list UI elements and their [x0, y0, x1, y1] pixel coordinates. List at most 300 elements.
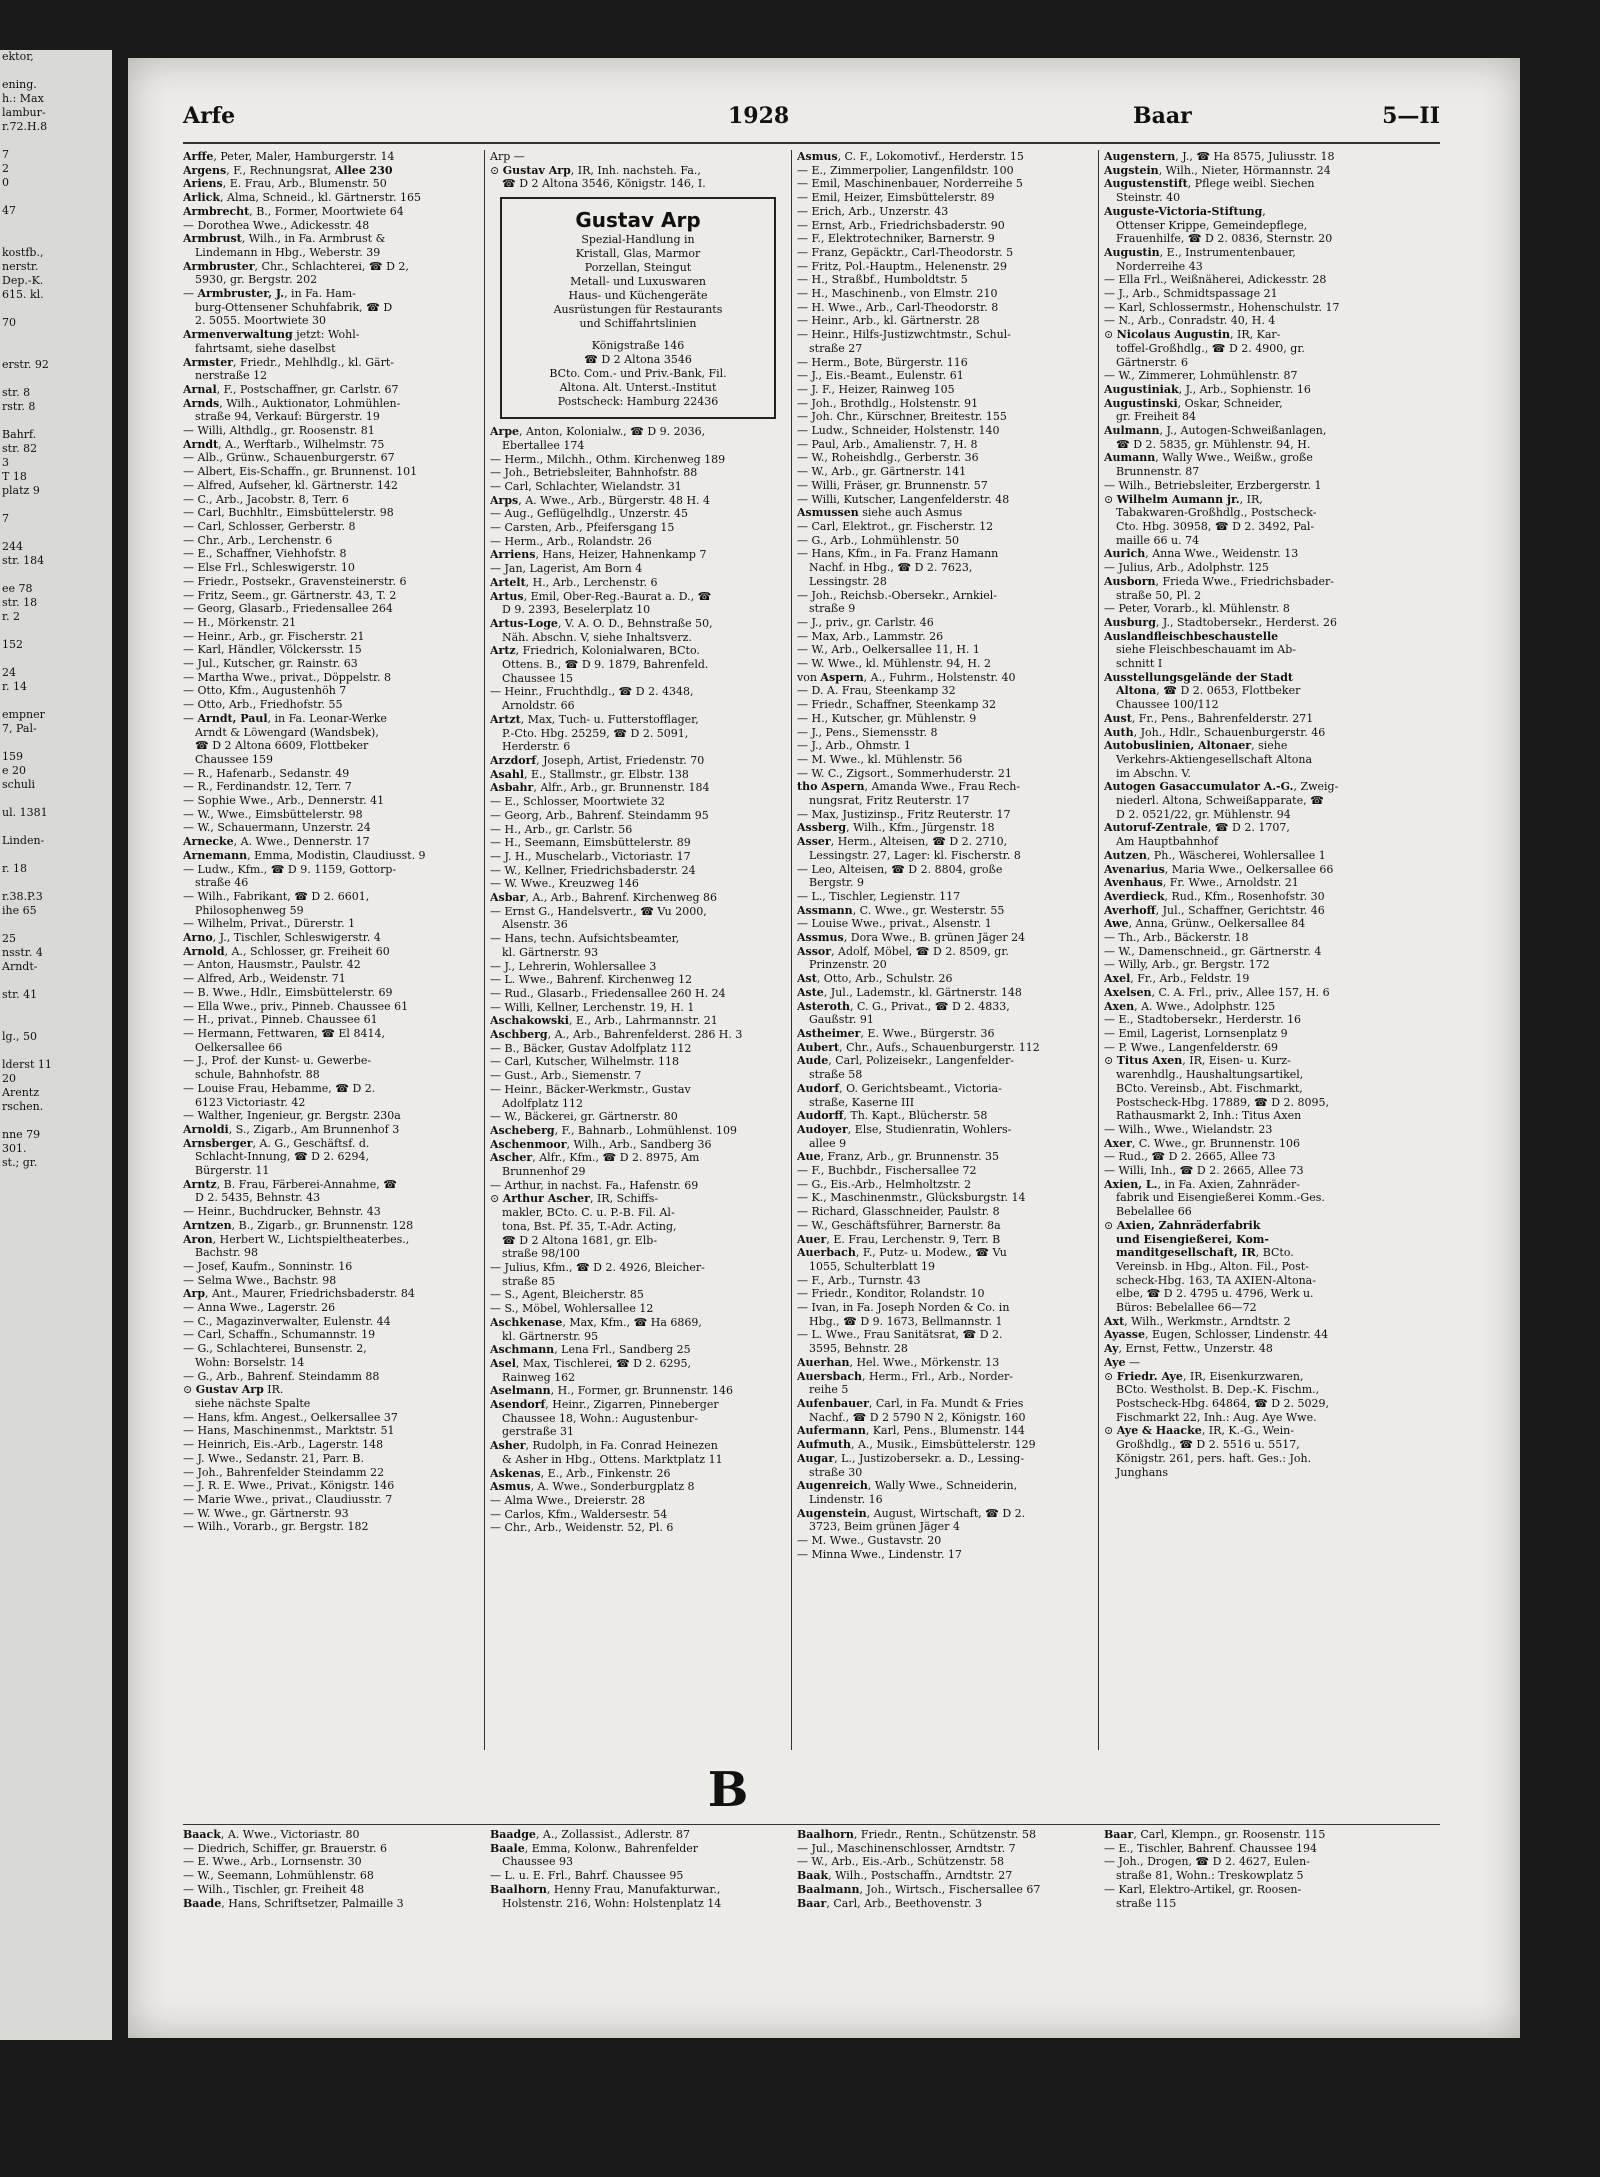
directory-entry: — L. Wwe., Frau Sanitätsrat, ☎ D 2. — [797, 1328, 1003, 1342]
directory-entry: Fischmarkt 22, Inh.: Aug. Aye Wwe. — [1116, 1410, 1317, 1424]
directory-entry: — Max, Justizinsp., Fritz Reuterstr. 17 — [797, 807, 1011, 821]
directory-entry: straße 81, Wohn.: Treskowplatz 5 — [1116, 1869, 1304, 1883]
directory-entry: — Chr., Arb., Weidenstr. 52, Pl. 6 — [490, 1521, 674, 1535]
header-left-keyword: Arfe — [183, 103, 236, 129]
previous-page-fragment: ee 78 — [2, 582, 33, 595]
directory-entry: — Herm., Arb., Rolandstr. 26 — [490, 534, 652, 548]
directory-entry: — Otto, Kfm., Augustenhöh 7 — [183, 684, 347, 698]
directory-entry: Baadge, A., Zollassist., Adlerstr. 87 — [490, 1828, 690, 1841]
directory-entry: Ayasse, Eugen, Schlosser, Lindenstr. 44 — [1104, 1328, 1329, 1342]
previous-page-fragment: 20 — [2, 1072, 16, 1085]
directory-entry: gerstraße 31 — [502, 1425, 575, 1439]
previous-page-fragment: ening. — [2, 78, 37, 91]
directory-entry: Cto. Hbg. 30958, ☎ D 2. 3492, Pal- — [1116, 519, 1315, 533]
directory-entry: — W., Schauermann, Unzerstr. 24 — [183, 821, 371, 835]
directory-entry: — F., Arb., Turnstr. 43 — [797, 1273, 921, 1287]
directory-entry: Altona, ☎ D 2. 0653, Flottbeker — [1116, 684, 1301, 698]
directory-entry: — Friedr., Postsekr., Gravensteinerstr. 6 — [183, 574, 407, 588]
directory-entry: Axelsen, C. A. Frl., priv., Allee 157, H. 6 — [1104, 985, 1330, 999]
previous-page-fragment: 3 — [2, 456, 9, 469]
section-letter: B — [707, 1762, 749, 1818]
previous-page-fragment: 7, Pal- — [2, 722, 37, 735]
directory-entry: Am Hauptbahnhof — [1116, 835, 1219, 849]
directory-entry: — W., Arb., Oelkersallee 11, H. 1 — [797, 643, 980, 657]
directory-entry: — Willi, Fräser, gr. Brunnenstr. 57 — [797, 478, 988, 492]
directory-entry: Augstein, Wilh., Nieter, Hörmannstr. 24 — [1104, 163, 1331, 177]
directory-entry: — R., Ferdinandstr. 12, Terr. 7 — [183, 780, 352, 794]
directory-entry: — Karl, Elektro-Artikel, gr. Roosen- — [1104, 1882, 1302, 1896]
page-header — [183, 103, 1440, 143]
directory-entry: — H., Mörkenstr. 21 — [183, 615, 297, 629]
directory-entry: Norderreihe 43 — [1116, 259, 1203, 273]
directory-entry: Asel, Max, Tischlerei, ☎ D 2. 6295, — [490, 1356, 691, 1370]
directory-entry: — Joh., Drogen, ☎ D 2. 4627, Eulen- — [1104, 1855, 1310, 1869]
directory-entry: — J., priv., gr. Carlstr. 46 — [797, 615, 934, 629]
directory-entry: tho Aspern, Amanda Wwe., Frau Rech- — [797, 780, 1021, 794]
previous-page-fragment — [0, 876, 112, 890]
advertisement-line: BCto. Com.- und Priv.-Bank, Fil. — [549, 367, 727, 381]
directory-entry: — Willi, Kutscher, Langenfelderstr. 48 — [797, 492, 1010, 506]
directory-entry: — Gust., Arb., Siemenstr. 7 — [490, 1069, 642, 1083]
directory-entry: — Erich, Arb., Unzerstr. 43 — [797, 204, 949, 218]
directory-entry: Arriens, Hans, Heizer, Hahnenkamp 7 — [490, 548, 707, 562]
advertisement-line: und Schiffahrtslinien — [579, 317, 697, 331]
directory-entry: Baak, Wilh., Postschaffn., Arndtstr. 27 — [797, 1869, 1013, 1883]
directory-entry: Baalhorn, Henny Frau, Manufakturwar., — [490, 1882, 721, 1896]
directory-entry: Alsenstr. 36 — [502, 918, 568, 932]
directory-entry: Aschmann, Lena Frl., Sandberg 25 — [490, 1343, 691, 1357]
advertisement-line: Altona. Alt. Unterst.-Institut — [559, 381, 717, 395]
directory-entry: Aubert, Chr., Aufs., Schauenburgerstr. 112 — [797, 1040, 1040, 1054]
directory-entry: — W. C., Zigsort., Sommerhuderstr. 21 — [797, 766, 1012, 780]
directory-entry: — Carlos, Kfm., Waldersestr. 54 — [490, 1507, 668, 1521]
directory-entry: Chaussee 15 — [502, 671, 573, 685]
previous-page-fragment: str. 8 — [2, 386, 31, 399]
directory-entry: Arntz, B. Frau, Färberei-Annahme, ☎ — [183, 1177, 397, 1191]
directory-entry: Asmussen siehe auch Asmus — [797, 506, 963, 520]
directory-entry: Wohn: Borselstr. 14 — [195, 1355, 305, 1369]
previous-page-fragment — [0, 134, 112, 148]
directory-entry: ⊙ Arthur Ascher, IR, Schiffs- — [490, 1192, 659, 1206]
previous-page-fragment: 615. kl. — [2, 288, 44, 301]
previous-page-fragment — [0, 820, 112, 834]
directory-entry: — J., Eis.-Beamt., Eulenstr. 61 — [797, 369, 964, 383]
directory-entry: Asbar, A., Arb., Bahrenf. Kirchenweg 86 — [490, 891, 718, 905]
directory-entry: — Heinr., Buchdrucker, Behnstr. 43 — [183, 1205, 381, 1219]
directory-entry: Aulmann, J., Autogen-Schweißanlagen, — [1104, 424, 1327, 438]
directory-entry: — Heinr., Hilfs-Justizwchtmstr., Schul- — [797, 328, 1011, 342]
directory-entry: — Heinrich, Eis.-Arb., Lagerstr. 148 — [183, 1438, 384, 1452]
directory-entry: — Arthur, in nachst. Fa., Hafenstr. 69 — [490, 1178, 699, 1192]
previous-page-fragment: kostfb., — [2, 246, 44, 259]
directory-entry: Arntzen, B., Zigarb., gr. Brunnenstr. 128 — [183, 1218, 414, 1232]
directory-entry: von Aspern, A., Fuhrm., Holstenstr. 40 — [797, 670, 1016, 684]
directory-entry: — W., Roheishdlg., Gerberstr. 36 — [797, 451, 979, 465]
directory-entry: Frauenhilfe, ☎ D 2. 0836, Sternstr. 20 — [1116, 232, 1333, 246]
previous-page-fragment — [0, 302, 112, 316]
directory-entry: fahrtsamt, siehe daselbst — [195, 341, 336, 355]
directory-entry: Holstenstr. 216, Wohn: Holstenplatz 14 — [502, 1896, 722, 1910]
directory-entry: Auerhan, Hel. Wwe., Mörkenstr. 13 — [797, 1355, 1000, 1369]
directory-entry: — H., privat., Pinneb. Chaussee 61 — [183, 1013, 378, 1027]
directory-entry: — Walther, Ingenieur, gr. Bergstr. 230a — [183, 1109, 401, 1123]
section-rule — [183, 1824, 1440, 1825]
directory-entry: Auerbach, F., Putz- u. Modew., ☎ Vu — [797, 1246, 1007, 1260]
previous-page-fragment — [0, 344, 112, 358]
directory-entry: Aschkenase, Max, Kfm., ☎ Ha 6869, — [490, 1315, 702, 1329]
directory-entry: Armbruster, Chr., Schlachterei, ☎ D 2, — [183, 259, 409, 273]
previous-page-fragment: str. 82 — [2, 442, 38, 455]
directory-entry: — Otto, Arb., Friedhofstr. 55 — [183, 698, 343, 712]
directory-entry: — H., Maschinenb., von Elmstr. 210 — [797, 287, 998, 301]
directory-entry: Asser, Herm., Alteisen, ☎ D 2. 2710, — [797, 835, 1008, 849]
directory-entry: warenhdlg., Haushaltungsartikel, — [1116, 1068, 1304, 1082]
previous-page-fragment: 2 — [2, 162, 9, 175]
directory-entry: ⊙ Wilhelm Aumann jr., IR, — [1104, 492, 1263, 506]
directory-entry: — E. Wwe., Arb., Lornsenstr. 30 — [183, 1855, 362, 1869]
directory-entry: — G., Arb., Lohmühlenstr. 50 — [797, 533, 959, 547]
directory-entry: — W., Damenschneid., gr. Gärtnerstr. 4 — [1104, 944, 1322, 958]
directory-entry: — Franz, Gepäcktr., Carl-Theodorstr. 5 — [797, 245, 1014, 259]
directory-entry: fabrik und Eisengießerei Komm.-Ges. — [1116, 1191, 1325, 1205]
directory-entry: Aschberg, A., Arb., Bahrenfelderst. 286 H. 3 — [490, 1028, 743, 1042]
directory-entry: — Fritz, Seem., gr. Gärtnerstr. 43, T. 2 — [183, 588, 397, 602]
directory-entry: — J., Arb., Ohmstr. 1 — [797, 739, 911, 753]
previous-page-fragment: r. 14 — [2, 680, 28, 693]
directory-entry: Lindenstr. 16 — [809, 1492, 883, 1506]
directory-entry: — W., Wwe., Eimsbüttelerstr. 98 — [183, 807, 363, 821]
directory-entry: Steinstr. 40 — [1116, 191, 1181, 205]
directory-entry: — H., Kutscher, gr. Mühlenstr. 9 — [797, 711, 977, 725]
directory-entry: Auth, Joh., Hdlr., Schauenburgerstr. 46 — [1104, 725, 1326, 739]
previous-page-fragment: nne 79 — [2, 1128, 41, 1141]
directory-entry: — Chr., Arb., Lerchenstr. 6 — [183, 533, 333, 547]
directory-entry: — W. Wwe., kl. Mühlenstr. 94, H. 2 — [797, 657, 991, 671]
directory-entry: Ottens. B., ☎ D 9. 1879, Bahrenfeld. — [502, 658, 709, 672]
previous-page-fragment: ihe 65 — [2, 904, 37, 917]
directory-entry: Axien, L., in Fa. Axien, Zahnräder- — [1104, 1177, 1300, 1191]
directory-entry: Arnds, Wilh., Auktionator, Lohmühlen- — [183, 396, 401, 410]
directory-entry: Postscheck-Hbg. 17889, ☎ D 2. 8095, — [1116, 1095, 1330, 1109]
directory-entry: Arp — — [490, 150, 525, 163]
directory-entry: siehe Fleischbeschauamt im Ab- — [1116, 643, 1296, 657]
directory-entry: tona, Bst. Pf. 35, T.-Adr. Acting, — [502, 1219, 677, 1233]
directory-entry: Asmus, C. F., Lokomotivf., Herderstr. 15 — [797, 150, 1024, 163]
previous-page-fragment: st.; gr. — [2, 1156, 38, 1169]
directory-entry: — W. Wwe., gr. Gärtnerstr. 93 — [183, 1506, 349, 1520]
directory-entry: Arlick, Alma, Schneid., kl. Gärtnerstr. 165 — [183, 191, 422, 205]
previous-page-edge — [0, 50, 112, 2040]
directory-entry: — C., Arb., Jacobstr. 8, Terr. 6 — [183, 492, 349, 506]
directory-entry: Lessingstr. 27, Lager: kl. Fischerstr. 8 — [809, 848, 1021, 862]
directory-entry: Brunnenhof 29 — [502, 1165, 586, 1179]
directory-entry: P.-Cto. Hbg. 25259, ☎ D 2. 5091, — [502, 726, 689, 740]
previous-page-fragment: 152 — [2, 638, 23, 651]
directory-entry: Gaußstr. 91 — [809, 1013, 874, 1027]
directory-entry: — E., Schlosser, Moortwiete 32 — [490, 795, 665, 809]
directory-entry: Asendorf, Heinr., Zigarren, Pinneberger — [490, 1398, 719, 1412]
previous-page-fragment: 244 — [2, 540, 23, 553]
directory-entry: Audorf, O. Gerichtsbeamt., Victoria- — [797, 1081, 1002, 1095]
directory-entry: — Emil, Heizer, Eimsbüttelerstr. 89 — [797, 191, 995, 205]
directory-entry: Artzt, Max, Tuch- u. Futterstofflager, — [490, 712, 699, 726]
column-1 — [183, 150, 479, 1805]
previous-page-fragment — [0, 1002, 112, 1016]
directory-entry: — Wilh., Fabrikant, ☎ D 2. 6601, — [183, 889, 370, 903]
advertisement-box — [500, 197, 776, 419]
directory-entry: 3595, Behnstr. 28 — [809, 1342, 908, 1356]
directory-entry: — J. H., Muschelarb., Victoriastr. 17 — [490, 849, 691, 863]
column-3 — [797, 150, 1093, 1805]
directory-entry: — Louise Wwe., privat., Alsenstr. 1 — [797, 917, 992, 931]
previous-page-fragment — [0, 848, 112, 862]
previous-page-fragment: nerstr. — [2, 260, 39, 273]
directory-entry: — Peter, Vorarb., kl. Mühlenstr. 8 — [1104, 602, 1290, 616]
column-4 — [1104, 150, 1400, 1805]
directory-entry: Askenas, E., Arb., Finkenstr. 26 — [490, 1466, 671, 1480]
directory-entry: Adolfplatz 112 — [502, 1096, 584, 1110]
directory-entry: Arp, Ant., Maurer, Friedrichsbaderstr. 84 — [183, 1287, 415, 1301]
directory-entry: — Josef, Kaufm., Sonninstr. 16 — [183, 1259, 353, 1273]
column-divider — [484, 150, 485, 1750]
directory-entry: Avenarius, Maria Wwe., Oelkersallee 66 — [1104, 862, 1334, 876]
directory-entry: — D. A. Frau, Steenkamp 32 — [797, 684, 956, 698]
directory-entry: Aumann, Wally Wwe., Weißw., große — [1104, 451, 1313, 465]
advertisement-line: Porzellan, Steingut — [584, 261, 692, 275]
previous-page-fragment: Arndt- — [2, 960, 38, 973]
previous-page-fragment: str. 41 — [2, 988, 38, 1001]
directory-entry: — M. Wwe., Gustavstr. 20 — [797, 1534, 942, 1548]
directory-entry: Ottenser Krippe, Gemeindepflege, — [1116, 218, 1308, 232]
directory-entry: Arpe, Anton, Kolonialw., ☎ D 9. 2036, — [490, 425, 706, 439]
directory-entry: burg-Ottensener Schuhfabrik, ☎ D — [195, 300, 393, 314]
previous-page-fragment: erstr. 92 — [2, 358, 49, 371]
previous-page-fragment — [0, 232, 112, 246]
directory-entry: kl. Gärtnerstr. 95 — [502, 1329, 599, 1343]
directory-entry: Autzen, Ph., Wäscherei, Wohlersallee 1 — [1104, 848, 1326, 862]
directory-entry: Auer, E. Frau, Lerchenstr. 9, Terr. B — [797, 1232, 1001, 1246]
directory-entry: manditgesellschaft, IR, BCto. — [1116, 1246, 1294, 1260]
directory-entry: — E., Stadtobersekr., Herderstr. 16 — [1104, 1013, 1302, 1027]
directory-entry: Aurich, Anna Wwe., Weidenstr. 13 — [1104, 547, 1299, 561]
directory-entry: ⊙ Nicolaus Augustin, IR, Kar- — [1104, 328, 1281, 342]
directory-entry: toffel-Großhdlg., ☎ D 2. 4900, gr. — [1116, 341, 1305, 355]
directory-entry: — Carl, Schlosser, Gerberstr. 8 — [183, 519, 356, 533]
previous-page-fragment — [0, 1044, 112, 1058]
directory-entry: — J. Wwe., Sedanstr. 21, Parr. B. — [183, 1451, 364, 1465]
directory-entry: Aschenmoor, Wilh., Arb., Sandberg 36 — [490, 1137, 712, 1151]
directory-entry: — P. Wwe., Langenfelderstr. 69 — [1104, 1040, 1278, 1054]
directory-entry: — C., Magazinverwalter, Eulenstr. 44 — [183, 1314, 391, 1328]
directory-entry: straße 9 — [809, 602, 856, 616]
directory-entry: — Alb., Grünw., Schauenburgerstr. 67 — [183, 451, 395, 465]
previous-page-fragment: nsstr. 4 — [2, 946, 43, 959]
previous-page-fragment — [0, 64, 112, 78]
directory-entry: — W., Seemann, Lohmühlenstr. 68 — [183, 1869, 374, 1883]
directory-entry: Arno, J., Tischler, Schleswigerstr. 4 — [183, 931, 381, 945]
directory-entry: — Richard, Glasschneider, Paulstr. 8 — [797, 1205, 1000, 1219]
directory-entry: Ast, Otto, Arb., Schulstr. 26 — [797, 972, 953, 986]
directory-entry: — L. Wwe., Bahrenf. Kirchenweg 12 — [490, 973, 693, 987]
directory-entry: reihe 5 — [809, 1383, 849, 1397]
directory-entry: makler, BCto. C. u. P.-B. Fil. Al- — [502, 1206, 675, 1220]
previous-page-fragment — [0, 568, 112, 582]
directory-entry: Axt, Wilh., Werkmstr., Arndtstr. 2 — [1104, 1314, 1291, 1328]
directory-entry: Aste, Jul., Lademstr., kl. Gärtnerstr. 148 — [797, 985, 1022, 999]
directory-entry: — E., Tischler, Bahrenf. Chaussee 194 — [1104, 1841, 1318, 1855]
directory-entry: — Martha Wwe., privat., Döppelstr. 8 — [183, 670, 392, 684]
directory-entry: elbe, ☎ D 2. 4795 u. 4796, Werk u. — [1116, 1287, 1314, 1301]
directory-entry: Postscheck-Hbg. 64864, ☎ D 2. 5029, — [1116, 1396, 1330, 1410]
directory-entry: siehe nächste Spalte — [195, 1396, 311, 1410]
directory-entry: — Ella Wwe., priv., Pinneb. Chaussee 61 — [183, 999, 409, 1013]
directory-entry: — H. Wwe., Arb., Carl-Theodorstr. 8 — [797, 300, 999, 314]
directory-entry: ☎ D 2. 5835, gr. Mühlenstr. 94, H. — [1116, 437, 1311, 451]
directory-entry: — Willi, Althdlg., gr. Roosenstr. 81 — [183, 424, 375, 438]
previous-page-fragment: 7 — [2, 512, 9, 525]
advertisement-line: Postscheck: Hamburg 22436 — [557, 395, 719, 409]
previous-page-fragment — [0, 526, 112, 540]
directory-entry: Baack, A. Wwe., Victoriastr. 80 — [183, 1828, 360, 1841]
directory-entry: straße 58 — [809, 1068, 863, 1082]
previous-page-fragment: empner — [2, 708, 45, 721]
directory-entry: — Selma Wwe., Bachstr. 98 — [183, 1273, 337, 1287]
directory-entry: allee 9 — [809, 1136, 847, 1150]
directory-entry: 3723, Beim grünen Jäger 4 — [809, 1520, 960, 1534]
advertisement-title: Gustav Arp — [575, 208, 701, 233]
previous-page-fragment: 70 — [2, 316, 16, 329]
directory-entry: straße, Kaserne III — [809, 1095, 915, 1109]
directory-entry: — Dorothea Wwe., Adickesstr. 48 — [183, 218, 370, 232]
directory-entry: — Rud., ☎ D 2. 2665, Allee 73 — [1104, 1150, 1276, 1164]
directory-entry: Rathausmarkt 2, Inh.: Titus Axen — [1116, 1109, 1302, 1123]
directory-entry: Auslandfleischbeschaustelle — [1104, 629, 1279, 643]
directory-entry: Audorff, Th. Kapt., Blücherstr. 58 — [797, 1109, 988, 1123]
advertisement-line: ☎ D 2 Altona 3546 — [584, 353, 692, 367]
directory-entry: — Joh., Betriebsleiter, Bahnhofstr. 88 — [490, 466, 698, 480]
directory-entry: — K., Maschinenmstr., Glücksburgstr. 14 — [797, 1191, 1026, 1205]
directory-entry: Verkehrs-Aktiengesellschaft Altona — [1116, 752, 1313, 766]
previous-page-fragment — [0, 330, 112, 344]
directory-page — [128, 58, 1520, 2038]
directory-entry: — Julius, Kfm., ☎ D 2. 4926, Bleicher- — [490, 1261, 705, 1274]
directory-entry: — Ludw., Schneider, Holstenstr. 140 — [797, 424, 1000, 438]
advertisement-line: Haus- und Küchengeräte — [568, 289, 708, 303]
previous-page-fragment: 25 — [2, 932, 16, 945]
advertisement-line: Spezial-Handlung in — [581, 233, 695, 247]
directory-entry: — Joh., Brothdlg., Holstenstr. 91 — [797, 396, 979, 410]
previous-page-fragment: rstr. 8 — [2, 400, 36, 413]
directory-entry: — R., Hafenarb., Sedanstr. 49 — [183, 766, 350, 780]
previous-page-fragment: e 20 — [2, 764, 27, 777]
directory-entry: Büros: Bebelallee 66—72 — [1116, 1301, 1257, 1315]
directory-entry: Aufenbauer, Carl, in Fa. Mundt & Fries — [797, 1396, 1024, 1410]
previous-page-fragment: Arentz — [2, 1086, 40, 1099]
column-divider — [1098, 150, 1099, 1750]
previous-page-fragment — [0, 918, 112, 932]
directory-entry: ⊙ Friedr. Aye, IR, Eisenkurzwaren, — [1104, 1369, 1304, 1383]
directory-entry: — Jul., Maschinenschlosser, Arndtstr. 7 — [797, 1841, 1016, 1855]
directory-entry: — J. R. E. Wwe., Privat., Königstr. 146 — [183, 1479, 395, 1493]
directory-entry: Großhdlg., ☎ D 2. 5516 u. 5517, — [1116, 1438, 1300, 1452]
directory-entry: Aschakowski, E., Arb., Lahrmannstr. 21 — [490, 1014, 718, 1028]
advertisement-line: Metall- und Luxuswaren — [570, 275, 706, 289]
directory-entry: — Willi, Kellner, Lerchenstr. 19, H. 1 — [490, 1000, 695, 1014]
directory-entry: Asbahr, Alfr., Arb., gr. Brunnenstr. 184 — [490, 781, 710, 795]
directory-entry: Chaussee 159 — [195, 752, 273, 766]
directory-entry: im Abschn. V. — [1116, 766, 1191, 780]
directory-entry: schnitt I — [1116, 657, 1163, 671]
directory-entry: Junghans — [1116, 1465, 1168, 1479]
directory-entry: Baar, Carl, Klempn., gr. Roosenstr. 115 — [1104, 1828, 1326, 1841]
directory-entry: Hbg., ☎ D 9. 1673, Bellmannstr. 1 — [809, 1314, 1003, 1328]
directory-entry: — Fritz, Pol.-Hauptm., Helenenstr. 29 — [797, 259, 1007, 273]
directory-entry: — N., Arb., Conradstr. 40, H. 4 — [1104, 314, 1276, 328]
directory-entry: — Th., Arb., Bäckerstr. 18 — [1104, 931, 1249, 945]
directory-entry: Baade, Hans, Schriftsetzer, Palmaille 3 — [183, 1896, 404, 1910]
directory-entry: — Carl, Schlachter, Wielandstr. 31 — [490, 479, 682, 493]
directory-entry: Arndt, A., Werftarb., Wilhelmstr. 75 — [183, 437, 385, 451]
directory-entry: niederl. Altona, Schweißapparate, ☎ — [1116, 794, 1324, 808]
directory-entry: — Hans, Kfm., in Fa. Franz Hamann — [797, 547, 999, 561]
previous-page-fragment: Bahrf. — [2, 428, 37, 441]
directory-entry: Asahl, E., Stallmstr., gr. Elbstr. 138 — [490, 767, 689, 781]
previous-page-fragment: str. 18 — [2, 596, 38, 609]
directory-entry: — Louise Frau, Hebamme, ☎ D 2. — [183, 1081, 376, 1095]
b-column-1 — [183, 1828, 479, 1910]
directory-entry: — Carl, Schaffn., Schumannstr. 19 — [183, 1328, 376, 1342]
directory-entry: Averdieck, Rud., Kfm., Rosenhofstr. 30 — [1104, 889, 1325, 903]
directory-entry: Augenreich, Wally Wwe., Schneiderin, — [797, 1479, 1018, 1493]
previous-page-fragment: 47 — [2, 204, 16, 217]
directory-entry: — E., Schaffner, Viehhofstr. 8 — [183, 547, 347, 561]
previous-page-fragment — [0, 190, 112, 204]
directory-entry: — Georg, Glasarb., Friedensallee 264 — [183, 602, 393, 616]
directory-entry: — J., Arb., Schmidtspassage 21 — [1104, 287, 1278, 301]
directory-entry: Artus-Loge, V. A. O. D., Behnstraße 50, — [490, 616, 713, 630]
directory-entry: — Herm., Milchh., Othm. Kirchenweg 189 — [490, 452, 726, 466]
directory-entry: 6123 Victoriastr. 42 — [195, 1095, 306, 1109]
directory-entry: — Hans, techn. Aufsichtsbeamter, — [490, 932, 680, 946]
directory-entry: Brunnenstr. 87 — [1116, 465, 1200, 479]
directory-entry: — Heinr., Bäcker-Werkmstr., Gustav — [490, 1082, 691, 1096]
directory-entry: Ascher, Alfr., Kfm., ☎ D 2. 8975, Am — [490, 1151, 700, 1165]
previous-page-fragment: T 18 — [2, 470, 27, 483]
directory-entry: Bachstr. 98 — [195, 1246, 258, 1260]
directory-entry: 2. 5055. Moortwiete 30 — [195, 314, 327, 328]
directory-entry: Augenstein, August, Wirtschaft, ☎ D 2. — [797, 1506, 1026, 1520]
directory-entry: Aufmuth, A., Musik., Eimsbüttelerstr. 129 — [797, 1438, 1036, 1452]
previous-page-fragment: ul. 1381 — [2, 806, 48, 819]
directory-entry: Auguste-Victoria-Stiftung, — [1104, 204, 1266, 218]
directory-entry: Axel, Fr., Arb., Feldstr. 19 — [1104, 972, 1250, 986]
previous-page-fragment — [0, 736, 112, 750]
directory-entry: Baalhorn, Friedr., Rentn., Schützenstr. 58 — [797, 1828, 1037, 1841]
directory-entry: Vereinsb. in Hbg., Alton. Fil., Post- — [1116, 1259, 1309, 1273]
directory-entry: Chaussee 18, Wohn.: Augustenbur- — [502, 1411, 698, 1425]
directory-entry: — Leo, Alteisen, ☎ D 2. 8804, große — [797, 862, 1003, 876]
previous-page-fragment: 0 — [2, 176, 9, 189]
directory-entry: — H., Straßbf., Humboldtstr. 5 — [797, 273, 968, 287]
directory-entry: und Eisengießerei, Kom- — [1116, 1232, 1269, 1246]
directory-entry: Lessingstr. 28 — [809, 574, 887, 588]
directory-entry: — Alma Wwe., Dreierstr. 28 — [490, 1493, 646, 1507]
previous-page-fragment — [0, 498, 112, 512]
directory-entry: Autoruf-Zentrale, ☎ D 2. 1707, — [1104, 821, 1290, 835]
directory-entry: — Heinr., Arb., gr. Fischerstr. 21 — [183, 629, 365, 643]
directory-entry: Arnecke, A. Wwe., Dennerstr. 17 — [183, 835, 370, 849]
directory-entry: ☎ D 2 Altona 3546, Königstr. 146, I. — [502, 177, 706, 191]
